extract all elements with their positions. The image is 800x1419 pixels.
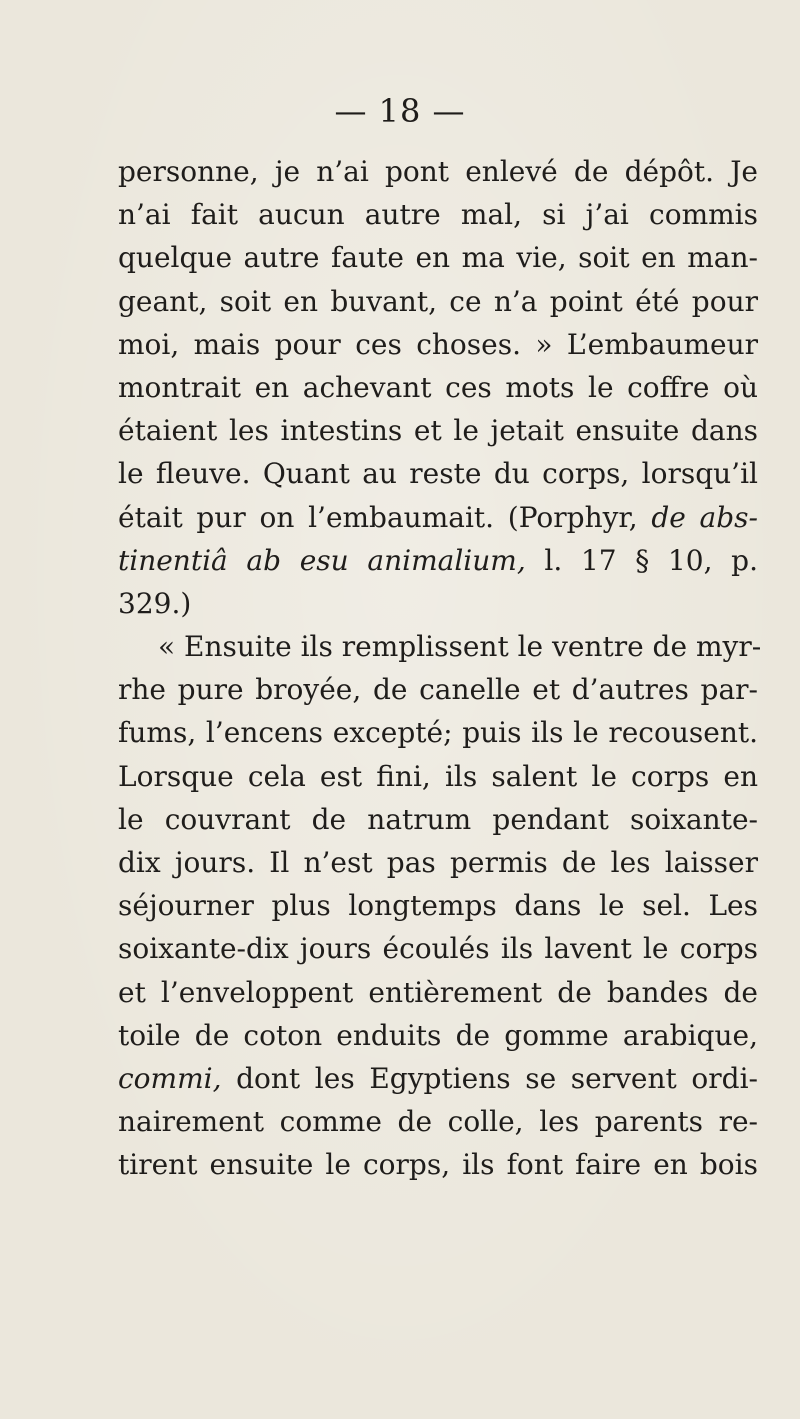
text-segment: était pur on l’embaumait. (Porphyr, <box>118 500 652 534</box>
text-line <box>118 625 762 668</box>
text-line <box>118 150 758 193</box>
text-line <box>118 884 758 927</box>
text-line <box>118 668 758 711</box>
text-segment: tirent ensuite le corps, ils font faire en bois <box>118 1148 758 1182</box>
text-segment: montrait en achevant ces mots le coffre où <box>118 370 758 404</box>
text-segment: toile de coton enduits de gomme arabique, <box>118 1018 758 1052</box>
text-line <box>118 971 758 1014</box>
text-segment: dix jours. Il n’est pas permis de les laisser <box>118 846 758 879</box>
italic-text: tinentiâ ab esu animalium, <box>118 543 526 577</box>
text-segment: fums, l’encens excepté; puis ils le recousent. <box>118 716 758 750</box>
text-segment: Lorsque cela est fini, ils salent le corps en <box>118 759 758 793</box>
italic-text: de abs- <box>651 500 758 534</box>
text-segment: n’ai fait aucun autre mal, si j’ai commis <box>118 198 758 232</box>
text-segment: rhe pure broyée, de canelle et d’autres par- <box>118 673 758 707</box>
body-text <box>118 150 762 1187</box>
text-segment: geant, soit en buvant, ce n’a point été pour <box>118 284 758 318</box>
text-segment: nairement comme de colle, les parents re- <box>118 1105 758 1139</box>
text-line <box>118 1014 758 1057</box>
text-line <box>118 366 758 409</box>
text-line <box>118 1143 758 1186</box>
text-line <box>118 711 758 754</box>
text-segment: « Ensuite ils remplissent le ventre de myr- <box>158 630 762 664</box>
text-segment: l. 17 § 10, p. <box>525 543 758 577</box>
text-segment: séjourner plus longtemps dans le sel. Les <box>118 889 758 923</box>
text-line <box>118 798 758 841</box>
text-segment: étaient les intestins et le jetait ensuite dans <box>118 414 758 448</box>
text-line <box>118 409 758 452</box>
text-line <box>118 539 758 582</box>
text-line <box>118 582 758 625</box>
text-segment: personne, je n’ai pont enlevé de dépôt. Je <box>118 155 758 188</box>
text-line <box>118 755 758 798</box>
text-segment: et l’enveloppent entièrement de bandes de <box>118 975 758 1009</box>
text-line <box>118 323 758 366</box>
text-line <box>118 1057 758 1100</box>
text-line <box>118 927 758 970</box>
text-segment: soixante-dix jours écoulés ils lavent le corps <box>118 932 758 966</box>
italic-text: commi, <box>118 1061 222 1095</box>
page-number: — 18 — <box>334 92 466 130</box>
text-line <box>118 236 758 279</box>
text-segment: moi, mais pour ces choses. » L’embaumeur <box>118 327 758 361</box>
text-line <box>118 841 758 884</box>
text-segment: le couvrant de natrum pendant soixante- <box>118 802 758 836</box>
text-line <box>118 496 758 539</box>
text-line <box>118 452 758 495</box>
text-line <box>118 280 758 323</box>
text-segment: dont les Egyptiens se servent ordi- <box>221 1061 758 1095</box>
text-line <box>118 193 758 236</box>
text-segment: 329.) <box>118 586 192 620</box>
text-segment: le fleuve. Quant au reste du corps, lorsqu’il <box>118 457 758 491</box>
text-segment: quelque autre faute en ma vie, soit en man- <box>118 241 758 275</box>
text-line <box>118 1100 758 1143</box>
